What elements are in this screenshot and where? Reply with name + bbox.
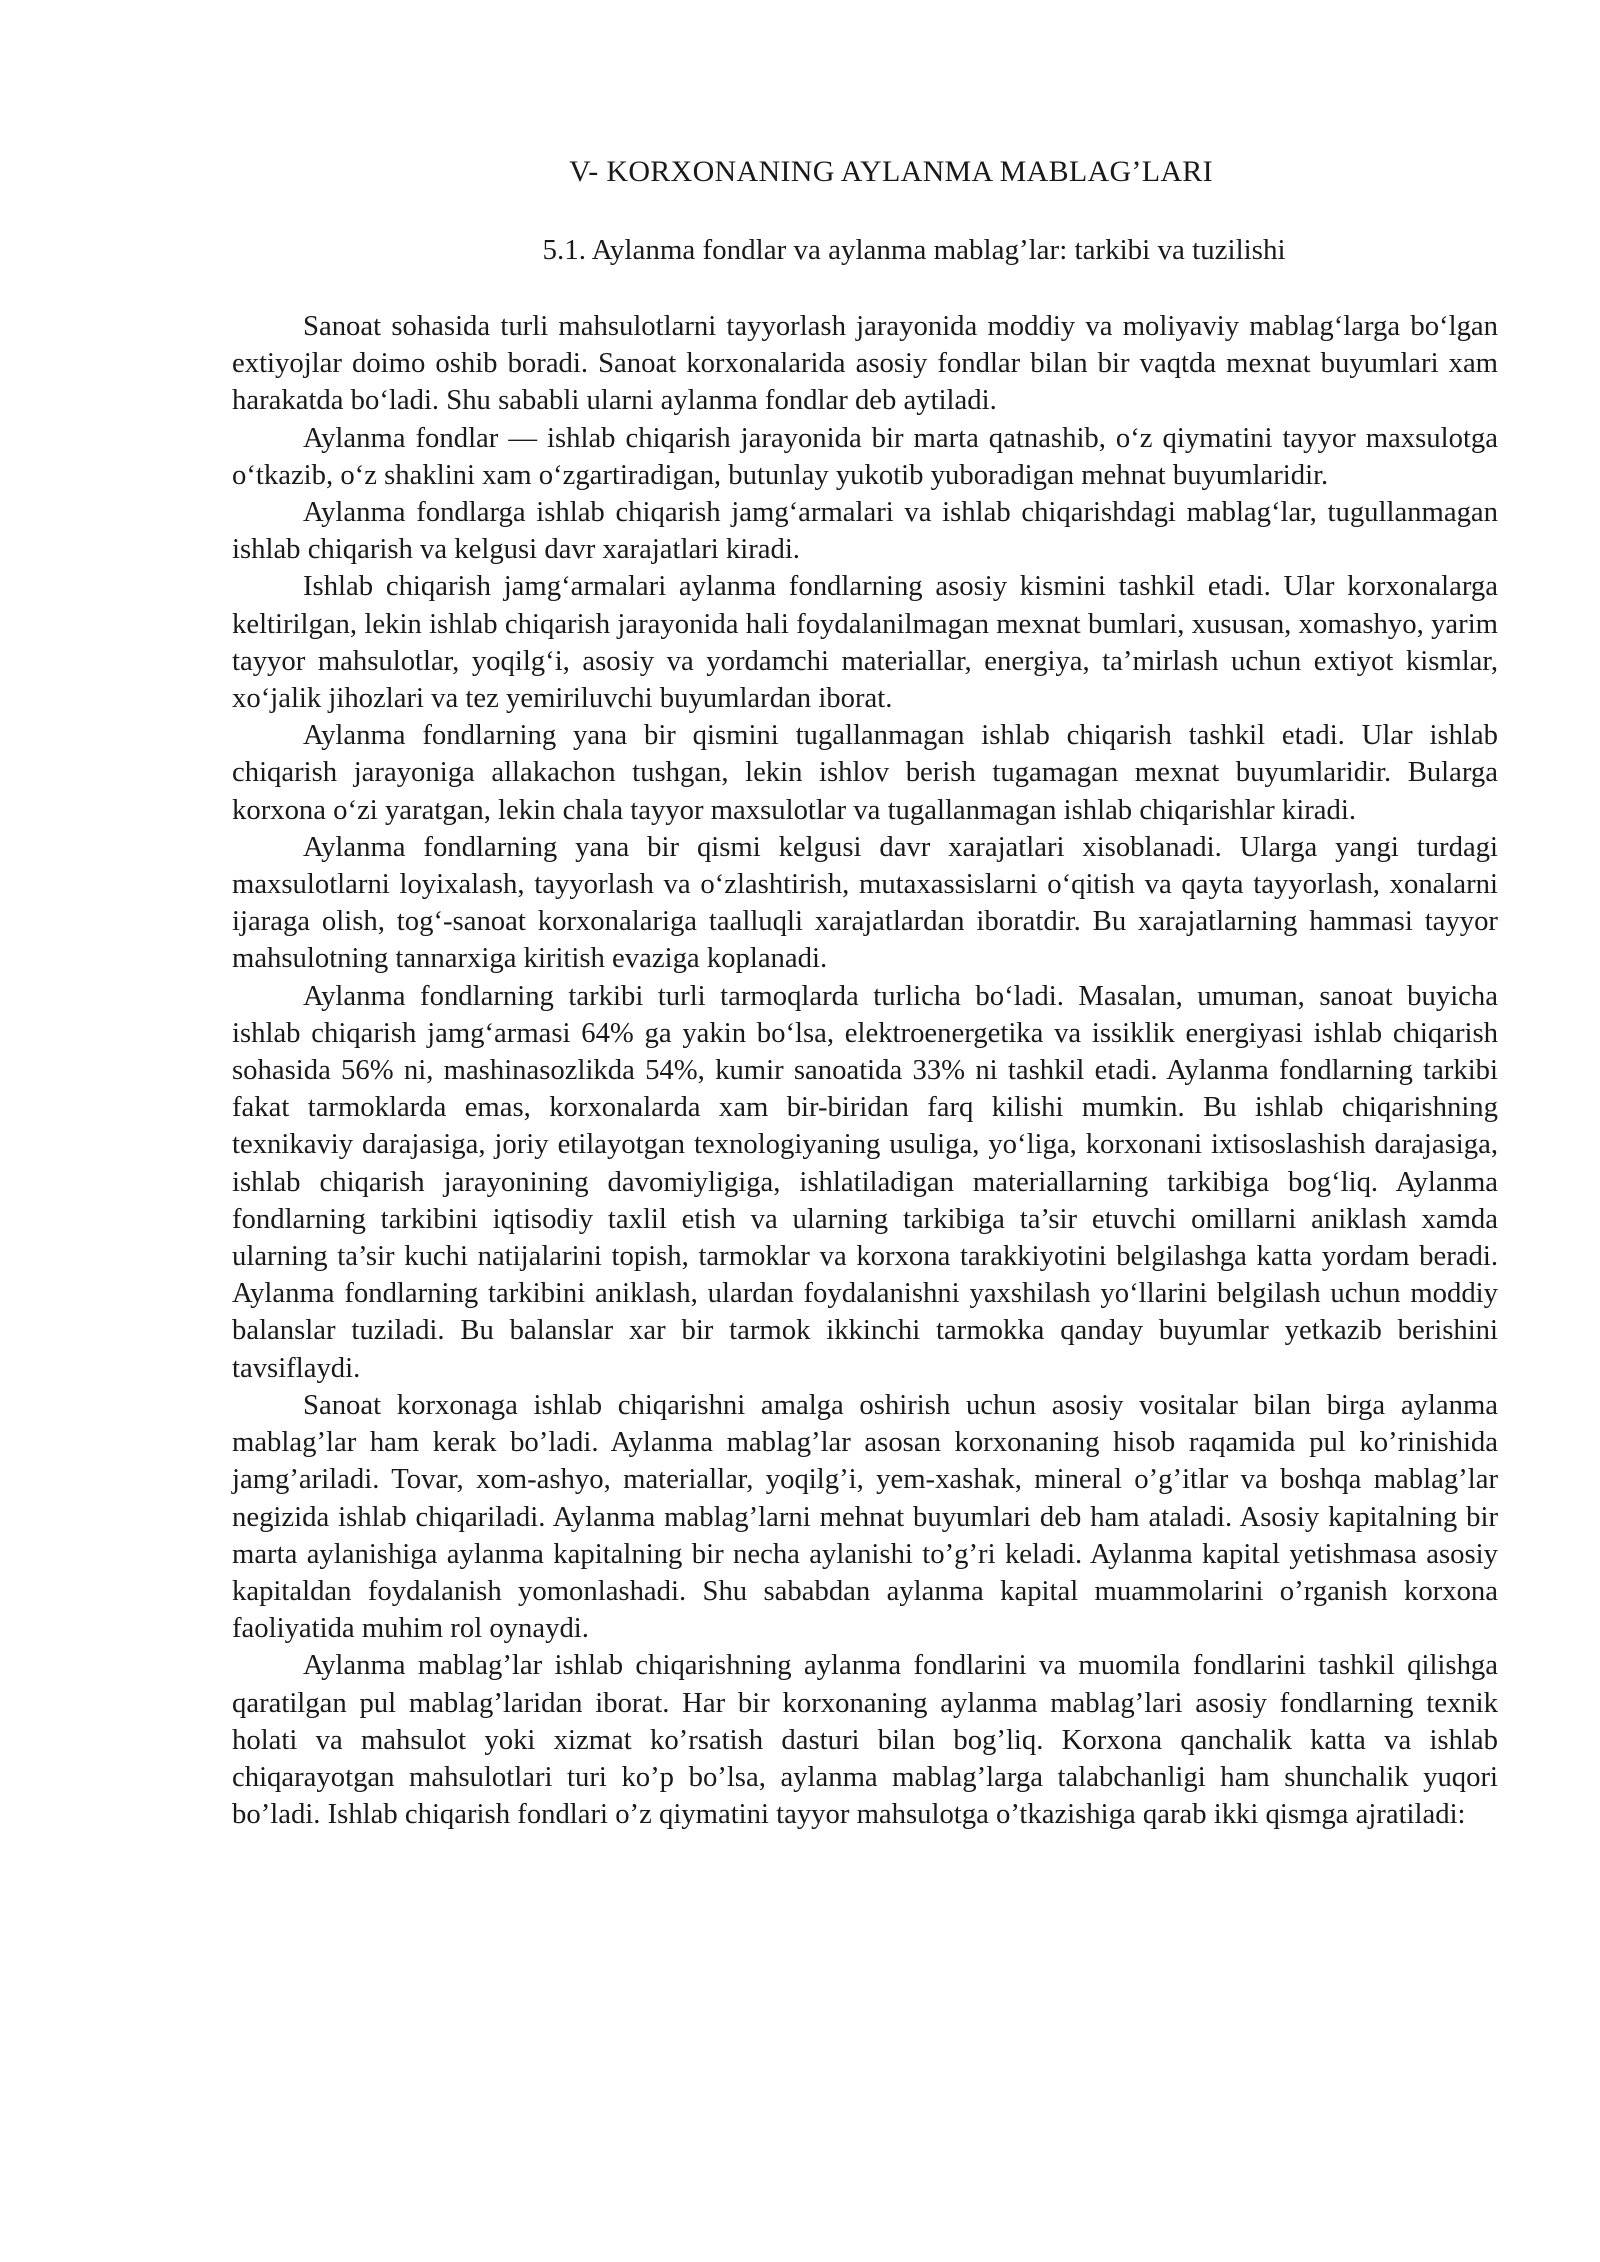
- paragraph: Aylanma mablag’lar ishlab chiqarishning aylanma fondlarini va muomila fondlarini tashkil qilishga qaratilgan pul mablag’laridan iborat. Har bir korxonaning aylanma mablag’lari asosiy fondlarning texnik holati va mahsulot yoki xizmat ko’rsatish dasturi bilan bog’liq. Korxona qanchalik katta va ishlab chiqarayotgan mahsulotlari turi ko’p bo’lsa, aylanma mablag’larga talabchanligi ham shunchalik yuqori bo’ladi. Ishlab chiqarish fondlari o’z qiymatini tayyor mahsulotga o’tkazishiga qarab ikki qismga ajratiladi:: [232, 1649, 1498, 1831]
- document-page: [232, 150, 1498, 1833]
- paragraph: Aylanma fondlar — ishlab chiqarish jarayonida bir marta qatnashib, o‘z qiymatini tayyor maxsulotga o‘tkazib, o‘z shaklini xam o‘zgartiradigan, butunlay yukotib yuboradigan mehnat buyumlaridir.: [232, 421, 1498, 491]
- document-body: [232, 308, 1498, 1833]
- chapter-title: V- KORXONANING AYLANMA MABLAG’LARI: [569, 155, 1213, 188]
- paragraph: Aylanma fondlarning tarkibi turli tarmoqlarda turlicha bo‘ladi. Masalan, umuman, sanoat buyicha ishlab chiqarish jamg‘armasi 64% ga yakin bo‘lsa, elektroenergetika va issiklik energiyasi ishlab chiqarish sohasida 56% ni, mashinasozlikda 54%, kumir sanoatida 33% ni tashkil etadi. Aylanma fondlarning tarkibi fakat tarmoklarda emas, korxonalarda xam bir-biridan farq kilishi mumkin. Bu ishlab chiqarishning texnikaviy darajasiga, joriy etilayotgan texnologiyaning usuliga, yo‘liga, korxonani ixtisoslashish darajasiga, ishlab chiqarish jarayonining davomiyligiga, ishlatiladigan materiallarning tarkibiga bog‘liq. Aylanma fondlarning tarkibini iqtisodiy taxlil etish va ularning tarkibiga ta’sir etuvchi omillarni aniklash xamda ularning ta’sir kuchi natijalarini topish, tarmoklar va korxona tarakkiyotini belgilashga katta yordam beradi. Aylanma fondlarning tarkibini aniklash, ulardan foydalanishni yaxshilash yo‘llarini belgilash uchun moddiy balanslar tuziladi. Bu balanslar xar bir tarmok ikkinchi tarmokka qanday buyumlar yetkazib berishini tavsiflaydi.: [232, 979, 1498, 1384]
- paragraph: Aylanma fondlarga ishlab chiqarish jamg‘armalari va ishlab chiqarishdagi mablag‘lar, tugullanmagan ishlab chiqarish va kelgusi davr xarajatlari kiradi.: [232, 496, 1498, 566]
- paragraph: Aylanma fondlarning yana bir qismi kelgusi davr xarajatlari xisoblanadi. Ularga yangi turdagi maxsulotlarni loyixalash, tayyorlash va o‘zlashtirish, mutaxassislarni o‘qitish va qayta tayyorlash, xonalarni ijaraga olish, tog‘-sanoat korxonalariga taalluqli xarajatlardan iboratdir. Bu xarajatlarning hammasi tayyor mahsulotning tannarxiga kiritish evaziga koplanadi.: [232, 830, 1498, 975]
- paragraph: Aylanma fondlarning yana bir qismini tugallanmagan ishlab chiqarish tashkil etadi. Ular ishlab chiqarish jarayoniga allakachon tushgan, lekin ishlov berish tugamagan mexnat buyumlaridir. Bularga korxona o‘zi yaratgan, lekin chala tayyor maxsulotlar va tugallanmagan ishlab chiqarishlar kiradi.: [232, 719, 1498, 826]
- section-title: 5.1. Aylanma fondlar va aylanma mablag’lar: tarkibi va tuzilishi: [542, 234, 1286, 266]
- paragraph: Sanoat korxonaga ishlab chiqarishni amalga oshirish uchun asosiy vositalar bilan birga aylanma mablag’lar ham kerak bo’ladi. Aylanma mablag’lar asosan korxonaning hisob raqamida pul ko’rinishida jamg’ariladi. Tovar, xom-ashyo, materiallar, yoqilg’i, yem-xashak, mineral o’g’itlar va boshqa mablag’lar negizida ishlab chiqariladi. Aylanma mablag’larni mehnat buyumlari deb ham ataladi. Asosiy kapitalning bir marta aylanishiga aylanma kapitalning bir necha aylanishi to’g’ri keladi. Aylanma kapital yetishmasa asosiy kapitaldan foydalanish yomonlashadi. Shu sababdan aylanma kapital muammolarini o’rganish korxona faoliyatida muhim rol oynaydi.: [232, 1388, 1498, 1645]
- paragraph: Ishlab chiqarish jamg‘armalari aylanma fondlarning asosiy kismini tashkil etadi. Ular korxonalarga keltirilgan, lekin ishlab chiqarish jarayonida hali foydalanilmagan mexnat bumlari, xususan, xomashyo, yarim tayyor mahsulotlar, yoqilg‘i, asosiy va yordamchi materiallar, energiya, ta’mirlash uchun extiyot kismlar, xo‘jalik jihozlari va tez yemiriluvchi buyumlardan iborat.: [232, 570, 1498, 715]
- paragraph: Sanoat sohasida turli mahsulotlarni tayyorlash jarayonida moddiy va moliyaviy mablag‘larga bo‘lgan extiyojlar doimo oshib boradi. Sanoat korxonalarida asosiy fondlar bilan bir vaqtda mexnat buyumlari xam harakatda bo‘ladi. Shu sababli ularni aylanma fondlar deb aytiladi.: [232, 310, 1498, 417]
